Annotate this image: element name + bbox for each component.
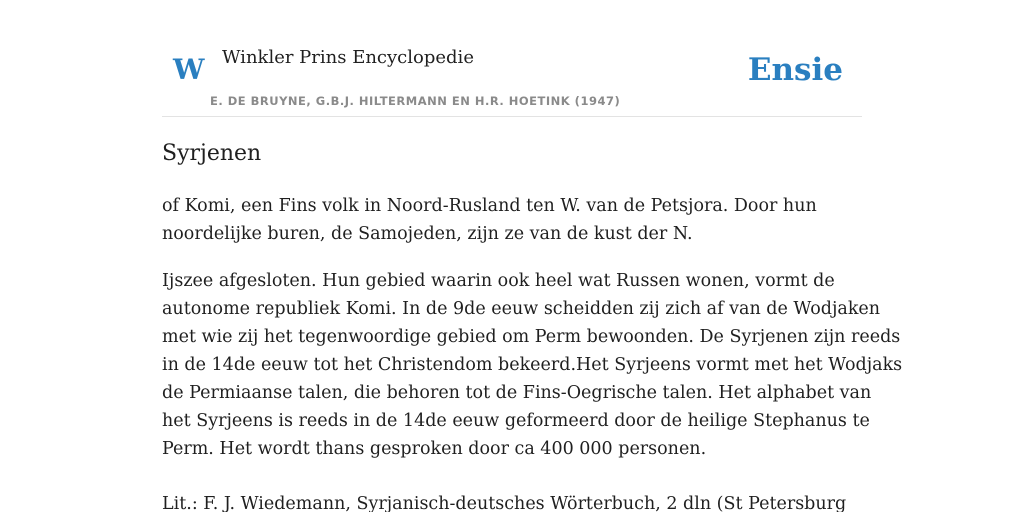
article-paragraph bbox=[162, 267, 903, 463]
paragraph-line: Perm. Het wordt thans gesproken door ca 400 000 personen. bbox=[162, 439, 707, 459]
paragraph-line: het Syrjeens is reeds in de 14de eeuw geformeerd door de heilige Stephanus te bbox=[162, 411, 870, 431]
paragraph-line: de Permiaanse talen, die behoren tot de Fins-Oegrische talen. Het alphabet van bbox=[162, 383, 872, 403]
source-logo[interactable]: W bbox=[173, 53, 205, 86]
paragraph-line: autonome republiek Komi. In de 9de eeuw scheidden zij zich af van de Wodjaken bbox=[162, 299, 881, 319]
paragraph-line: met wie zij het tegenwoordige gebied om Perm bewoonden. De Syrjenen zijn reeds bbox=[162, 327, 901, 347]
source-title[interactable]: Winkler Prins Encyclopedie bbox=[222, 47, 474, 68]
source-authors: E. DE BRUYNE, G.B.J. HILTERMANN EN H.R. HOETINK (1947) bbox=[210, 94, 621, 108]
paragraph-line: in de 14de eeuw tot het Christendom bekeerd.Het Syrjeens vormt met het Wodjaks bbox=[162, 355, 903, 375]
header bbox=[162, 0, 862, 117]
literature-paragraph bbox=[162, 490, 862, 512]
paragraph-line: noordelijke buren, de Samojeden, zijn ze van de kust der N. bbox=[162, 224, 693, 244]
paragraph-line: of Komi, een Fins volk in Noord-Rusland ten W. van de Petsjora. Door hun bbox=[162, 196, 817, 216]
brand-logo[interactable]: Ensie bbox=[747, 52, 843, 88]
article-paragraph bbox=[162, 192, 862, 248]
paragraph-line: Ijszee afgesloten. Hun gebied waarin ook heel wat Russen wonen, vormt de bbox=[162, 271, 835, 291]
paragraph-line: Lit.: F. J. Wiedemann, Syrjanisch-deutsches Wörterbuch, 2 dln (St Petersburg bbox=[162, 494, 847, 512]
article-title: Syrjenen bbox=[162, 141, 262, 166]
article bbox=[162, 136, 903, 512]
